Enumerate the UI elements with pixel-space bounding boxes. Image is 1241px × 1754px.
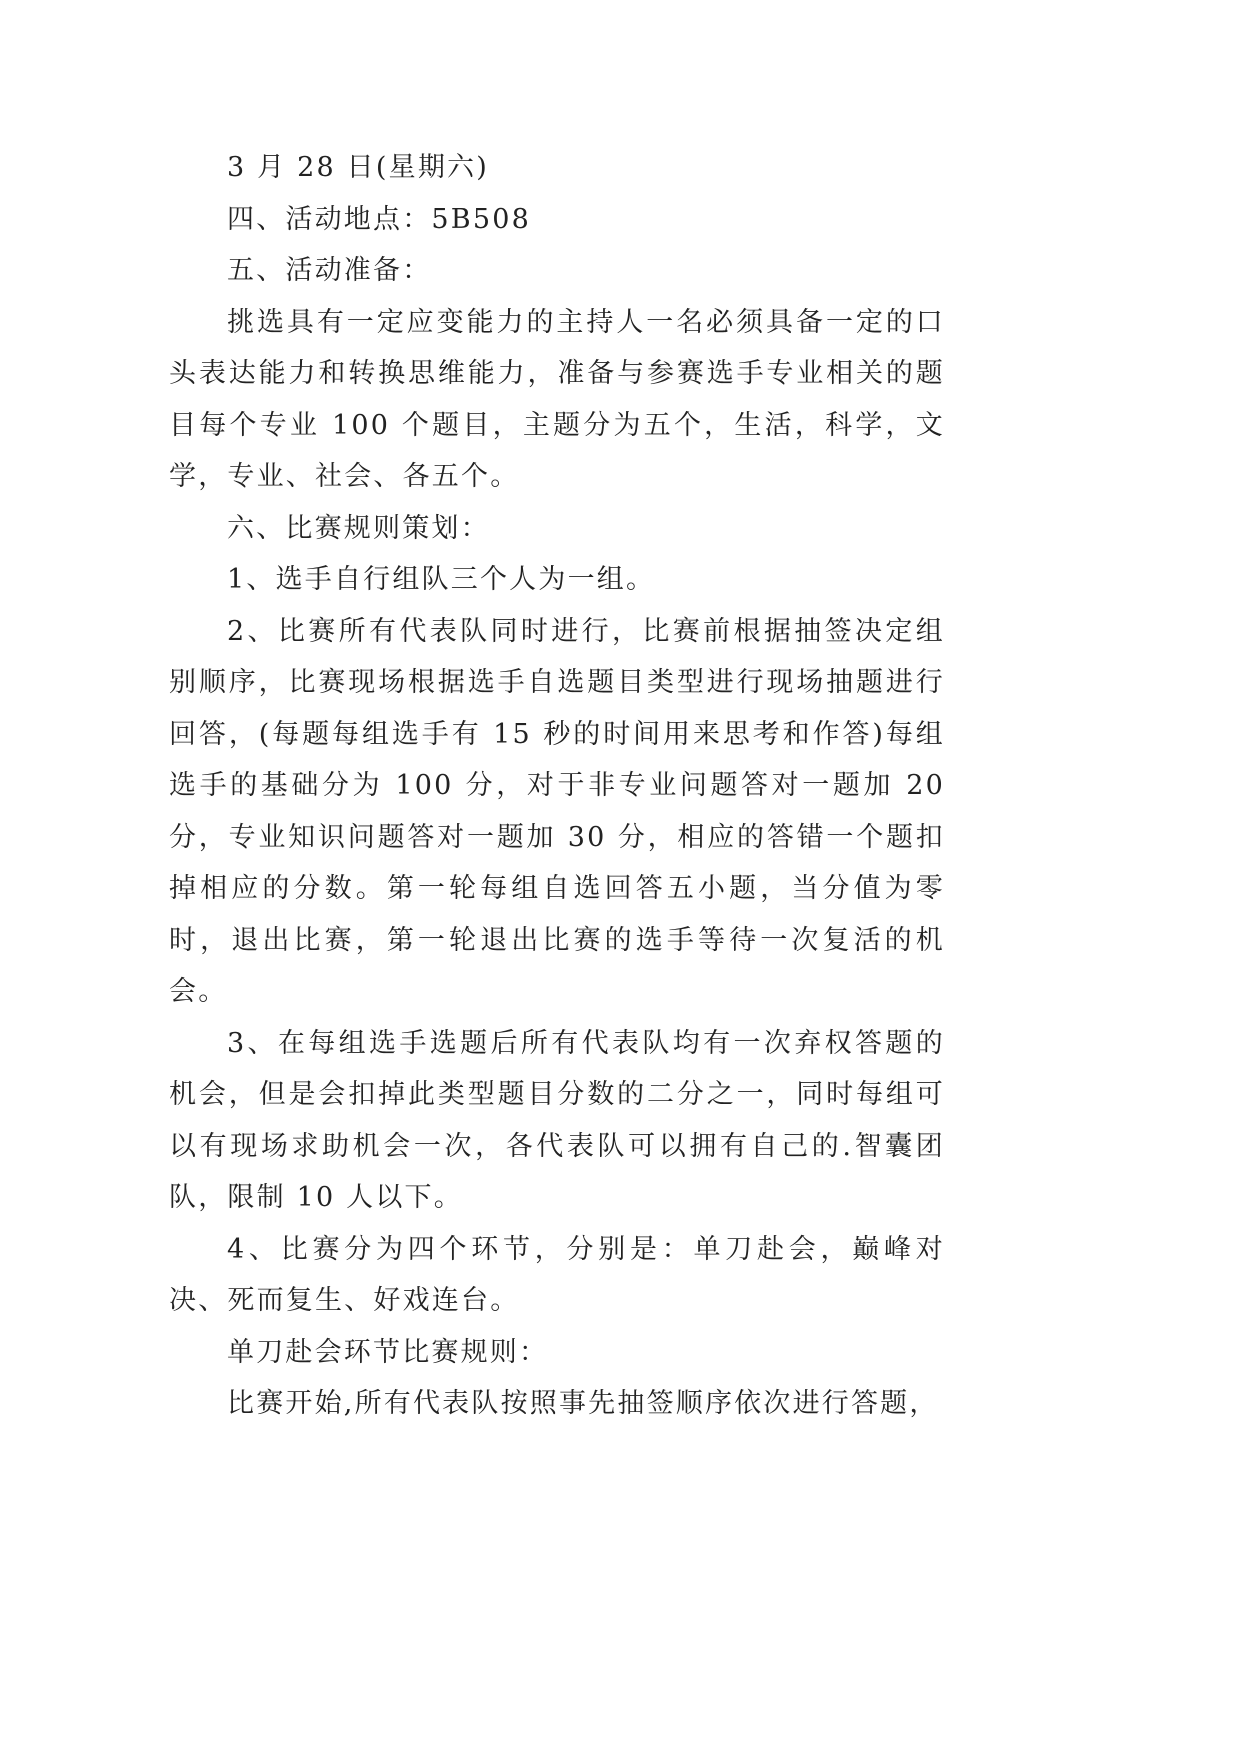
date-line: 3 月 28 日(星期六) (227, 152, 489, 183)
rule-2: 2、比赛所有代表队同时进行，比赛前根据抽签决定组别顺序，比赛现场根据选手自选题目类型进行现场抽题进行回答，(每题每组选手有 15 秒的时间用来思考和作答)每组选手的基础分为 100 分，对于非专业问题答对一题加 20 分，专业知识问题答对一题加 30 分，相应的答错一个题扣掉相应的分数。第一轮每组自选回答五小题，当分值为零时，退出比赛，第一轮退出比赛的选手等待一次复活的机会。 (169, 615, 945, 1007)
preparation-paragraph: 挑选具有一定应变能力的主持人一名必须具备一定的口头表达能力和转换思维能力，准备与参赛选手专业相关的题目每个专业 100 个题目，主题分为五个，生活，科学，文学，专业、社会、各五个。 (169, 306, 945, 492)
rule-3: 3、在每组选手选题后所有代表队均有一次弃权答题的机会，但是会扣掉此类型题目分数的二分之一，同时每组可以有现场求助机会一次，各代表队可以拥有自己的.智囊团队，限制 10 人以下。 (169, 1027, 945, 1213)
rule-1: 1、选手自行组队三个人为一组。 (227, 564, 656, 595)
activity-location: 四、活动地点：5B508 (227, 203, 531, 235)
rules-heading: 六、比赛规则策划： (227, 512, 490, 544)
activity-preparation-heading: 五、活动准备： (227, 255, 432, 286)
document-body (169, 142, 945, 1430)
round-one-rules-heading: 单刀赴会环节比赛规则： (227, 1336, 549, 1368)
rule-4: 4、比赛分为四个环节，分别是：单刀赴会，巅峰对决、死而复生、好戏连台。 (169, 1233, 945, 1316)
round-one-rules-paragraph: 比赛开始,所有代表队按照事先抽签顺序依次进行答题， (227, 1388, 939, 1419)
